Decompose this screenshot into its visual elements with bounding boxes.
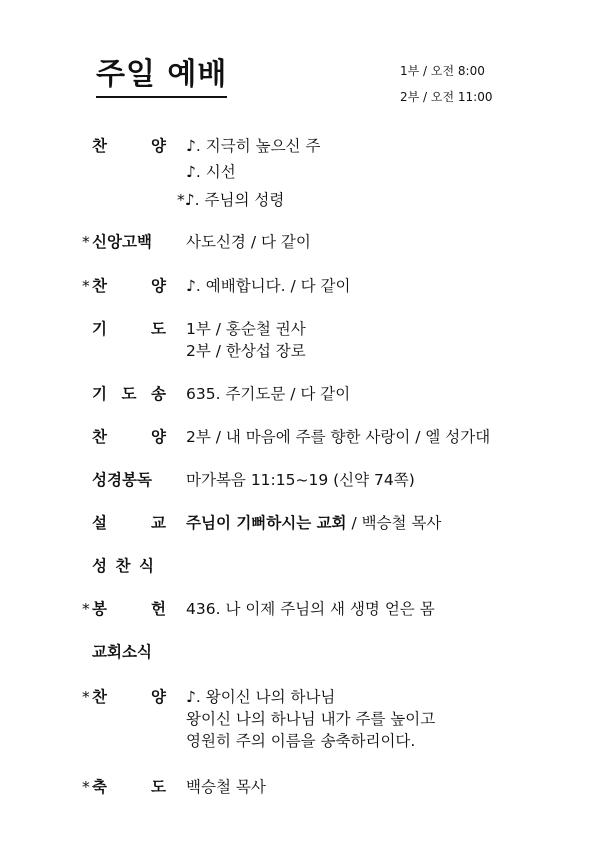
label-char: 고	[121, 233, 137, 251]
standing-mark: *	[82, 233, 90, 251]
label-char: 헌	[151, 600, 166, 618]
order-content	[186, 231, 311, 253]
label-char: 양	[151, 688, 166, 706]
order-content	[186, 512, 441, 534]
label-char: 경	[106, 471, 122, 489]
standing-mark: *	[82, 778, 90, 796]
content-line: 436. 나 이제 주님의 새 생명 얻은 몸	[186, 600, 435, 618]
service-time-2: 2부 / 오전 11:00	[400, 90, 493, 104]
content-line: 백승철 목사	[186, 778, 266, 796]
order-content	[177, 135, 321, 211]
label-char: 성	[92, 471, 107, 489]
label-char: 백	[136, 233, 152, 251]
label-char: 송	[151, 385, 166, 403]
content-line: 사도신경 / 다 같이	[186, 233, 311, 251]
content-line: *♪. 주님의 성령	[177, 191, 285, 209]
content-line: ♪. 지극히 높으신 주	[186, 137, 321, 155]
order-content	[186, 426, 490, 448]
label-char: 도	[151, 778, 166, 796]
label-char: 설	[92, 514, 107, 532]
label-char: 봉	[92, 600, 107, 618]
label-char: 식	[139, 557, 154, 575]
label-char: 신	[92, 233, 107, 251]
standing-mark: *	[82, 688, 90, 706]
label-char: 찬	[92, 428, 107, 446]
label-char: 식	[136, 643, 152, 661]
content-line: 2부 / 내 마음에 주를 향한 사랑이 / 엘 성가대	[186, 428, 491, 446]
label-char: 독	[136, 471, 152, 489]
order-content	[186, 383, 350, 405]
sermon-title: 주님이 기뻐하시는 교회	[186, 514, 347, 532]
label-char: 소	[121, 643, 137, 661]
content-line: 왕이신 나의 하나님 내가 주를 높이고	[186, 710, 436, 728]
label-char: 도	[151, 320, 166, 338]
content-line: ♪. 시선	[186, 163, 236, 181]
page-title: 주일 예배	[96, 56, 227, 98]
service-time-1: 1부 / 오전 8:00	[400, 64, 485, 78]
label-char: 양	[151, 277, 166, 295]
standing-mark: *	[82, 277, 90, 295]
content-line: ♪. 왕이신 나의 하나님	[186, 688, 336, 706]
label-char: 앙	[106, 233, 122, 251]
order-content	[186, 318, 306, 362]
label-char: 회	[106, 643, 122, 661]
label-char: 찬	[92, 137, 107, 155]
order-content	[186, 686, 435, 752]
content-line: 마가복음 11:15~19 (신약 74쪽)	[186, 471, 415, 489]
label-char: 기	[92, 385, 107, 403]
service-times	[400, 58, 492, 110]
order-content	[186, 275, 350, 297]
label-char: 찬	[92, 277, 107, 295]
label-char: 교	[92, 643, 107, 661]
content-line: 635. 주기도문 / 다 같이	[186, 385, 351, 403]
content-line: 1부 / 홍순철 권사	[186, 320, 306, 338]
content-line	[186, 512, 441, 534]
preacher: / 백승철 목사	[346, 514, 442, 532]
content-line: ♪. 예배합니다. / 다 같이	[186, 277, 351, 295]
order-content	[186, 469, 415, 491]
label-char: 교	[151, 514, 166, 532]
label-char: 찬	[92, 688, 107, 706]
label-char: 봉	[121, 471, 137, 489]
content-line: 2부 / 한상섭 장로	[186, 342, 306, 360]
label-char: 양	[151, 137, 166, 155]
content-line: 영원히 주의 이름을 송축하리이다.	[186, 732, 416, 750]
order-content	[186, 776, 266, 798]
standing-mark: *	[82, 600, 90, 618]
order-content	[186, 598, 435, 620]
label-char: 양	[151, 428, 166, 446]
label-char: 도	[121, 385, 137, 403]
label-char: 축	[92, 778, 107, 796]
label-char: 기	[92, 320, 107, 338]
label-char: 성	[92, 557, 107, 575]
label-char: 찬	[115, 557, 131, 575]
